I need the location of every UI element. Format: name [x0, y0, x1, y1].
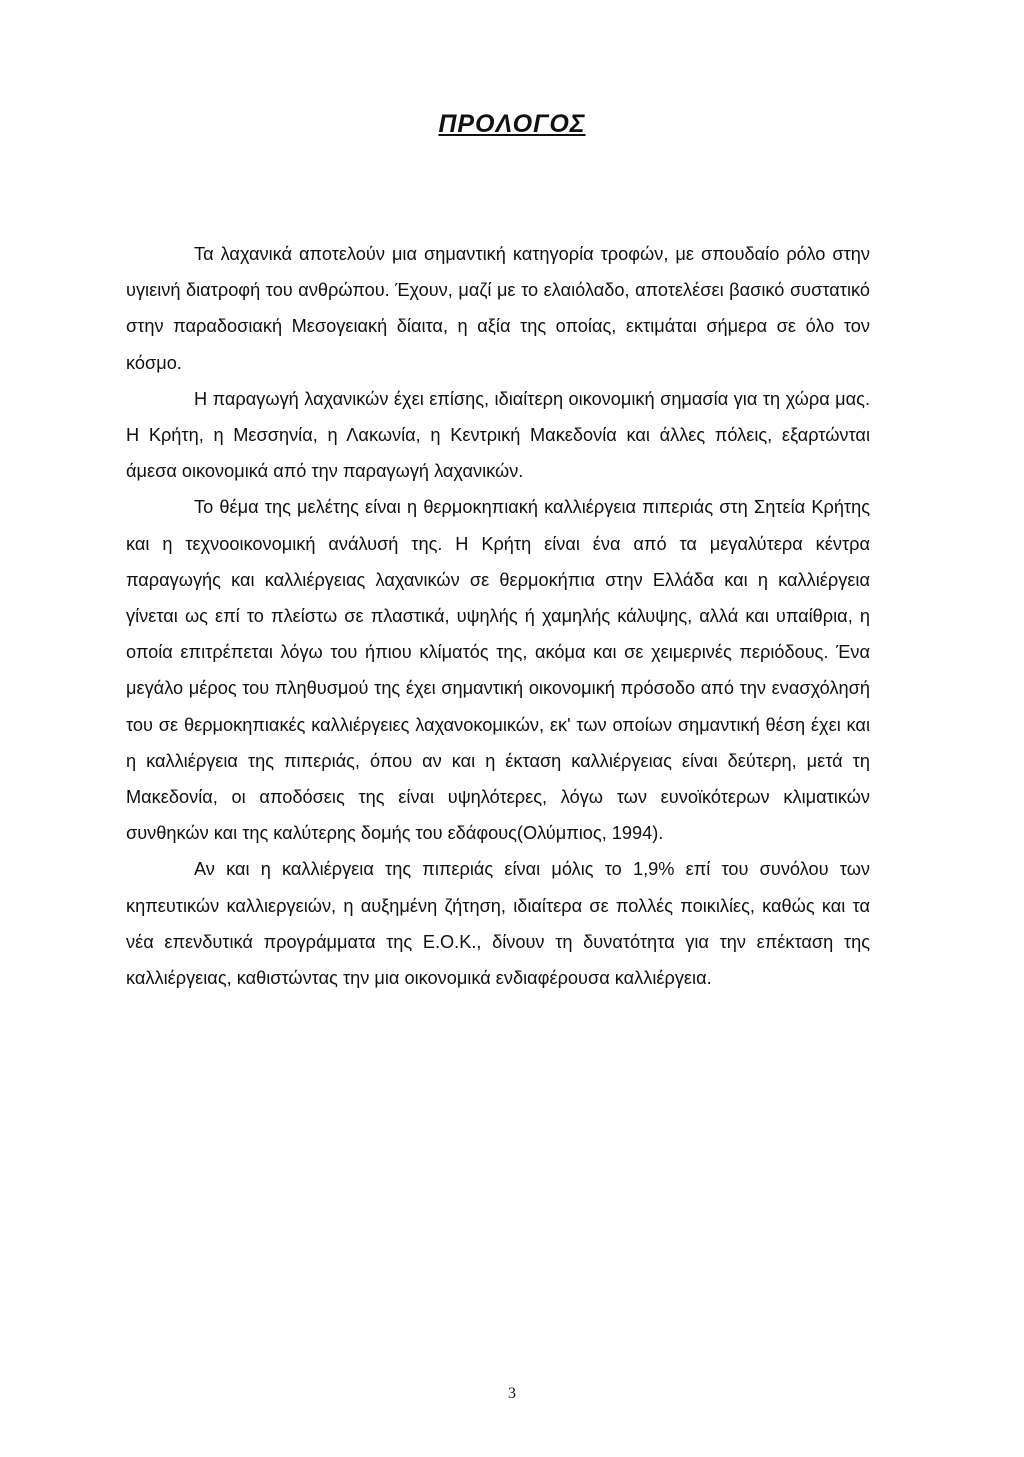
- paragraph-4: Αν και η καλλιέργεια της πιπεριάς είναι μόλις το 1,9% επί του συνόλου των κηπευτικών καλλιεργειών, η αυξημένη ζήτηση, ιδιαίτερα σε πολλές ποικιλίες, καθώς και τα νέα επενδυτικά προγράμματα της Ε.Ο.Κ., δίνουν τη δυνατότητα για την επέκταση της καλλιέργειας, καθιστώντας την μια οικονομικά ενδιαφέρουσα καλλιέργεια.: [126, 859, 870, 989]
- paragraph-3: Το θέμα της μελέτης είναι η θερμοκηπιακή καλλιέργεια πιπεριάς στη Σητεία Κρήτης και η τεχνοοικονομική ανάλυσή της. Η Κρήτη είναι ένα από τα μεγαλύτερα κέντρα παραγωγής και καλλιέργειας λαχανικών σε θερμοκήπια στην Ελλάδα και η καλλιέργεια γίνεται ως επί το πλείστω σε πλαστικά, υψηλής ή χαμηλής κάλυψης, αλλά και υπαίθρια, η οποία επιτρέπεται λόγω του ήπιου κλίματός της, ακόμα και σε χειμερινές περιόδους. Ένα μεγάλο μέρος του πληθυσμού της έχει σημαντική οικονομική πρόσοδο από την ενασχόλησή του σε θερμοκηπιακές καλλιέργειες λαχανοκομικών, εκ' των οποίων σημαντική θέση έχει και η καλλιέργεια της πιπεριάς, όπου αν και η έκταση καλλιέργειας είναι δεύτερη, μετά τη Μακεδονία, οι αποδόσεις της είναι υψηλότερες, λόγω των ευνοϊκότερων κλιματικών συνθηκών και της καλύτερης δομής του εδάφους(Ολύμπιος, 1994).: [126, 497, 870, 844]
- page-title: ΠΡΟΛΟΓΟΣ: [438, 110, 586, 138]
- paragraph-2: Η παραγωγή λαχανικών έχει επίσης, ιδιαίτερη οικονομική σημασία για τη χώρα μας. Η Κρήτη, η Μεσσηνία, η Λακωνία, η Κεντρική Μακεδονία και άλλες πόλεις, εξαρτώνται άμεσα οικονομικά από την παραγωγή λαχανικών.: [126, 388, 870, 482]
- body-text: [126, 236, 870, 996]
- page-number: 3: [508, 1385, 516, 1402]
- paragraph-1: Τα λαχανικά αποτελούν μια σημαντική κατηγορία τροφών, με σπουδαίο ρόλο στην υγιεινή διατροφή του ανθρώπου. Έχουν, μαζί με το ελαιόλαδο, αποτελέσει βασικό συστατικό στην παραδοσιακή Μεσογειακή δίαιτα, η αξία της οποίας, εκτιμάται σήμερα σε όλο τον κόσμο.: [126, 244, 870, 373]
